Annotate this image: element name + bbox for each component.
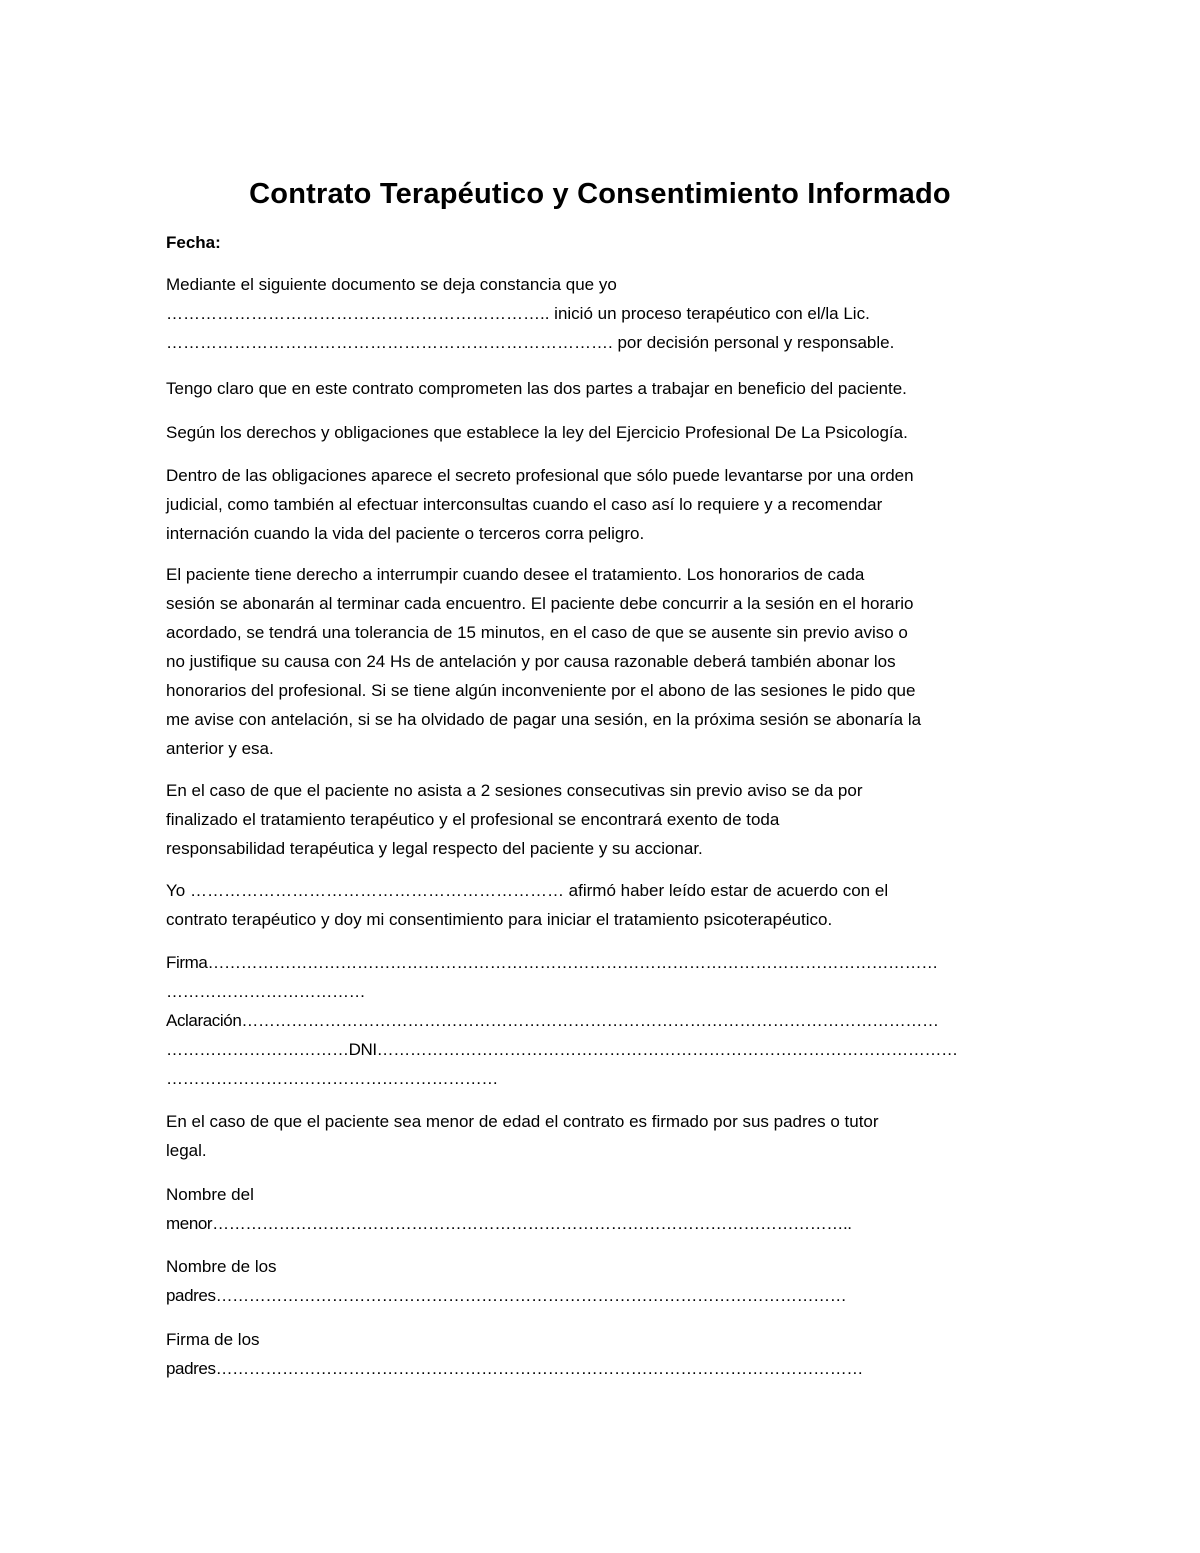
menor-nombre-line: menor…………………………………………………………………………………………………….. <box>166 1214 852 1233</box>
derechos-line-4: no justifique su causa con 24 Hs de antelación y por causa razonable deberá también abonar los <box>166 652 896 671</box>
menor-line-2: legal. <box>166 1141 207 1160</box>
intro-paragraph <box>166 270 1036 357</box>
padres-nombre-label: Nombre de los <box>166 1257 277 1276</box>
ausencias-line-3: responsabilidad terapéutica y legal respecto del paciente y su accionar. <box>166 839 703 858</box>
derechos-line-3: acordado, se tendrá una tolerancia de 15 minutos, en el caso de que se ausente sin previo aviso o <box>166 623 908 642</box>
paragraph-derechos <box>166 560 1036 763</box>
intro-line-3: ……………………………………………………………………. por decisión personal y responsable. <box>166 333 895 352</box>
obligaciones-line-1: Dentro de las obligaciones aparece el secreto profesional que sólo puede levantarse por una orden <box>166 466 914 485</box>
padres-nombre-line: padres…………………………………………………………………………………………………… <box>166 1286 847 1305</box>
menor-line-1: En el caso de que el paciente sea menor de edad el contrato es firmado por sus padres o tutor <box>166 1112 879 1131</box>
ausencias-line-2: finalizado el tratamiento terapéutico y el profesional se encontrará exento de toda <box>166 810 780 829</box>
padres-nombre-field <box>166 1252 1036 1310</box>
fecha-label: Fecha: <box>166 233 221 252</box>
dni-line-continued: …………………………………………………… <box>166 1069 499 1088</box>
document-title: Contrato Terapéutico y Consentimiento Informado <box>249 178 951 210</box>
firma-line-continued: ……………………………… <box>166 982 366 1001</box>
padres-firma-label: Firma de los <box>166 1330 260 1349</box>
derechos-line-6: me avise con antelación, si se ha olvidado de pagar una sesión, en la próxima sesión se abonaría la <box>166 710 922 729</box>
ausencias-line-1: En el caso de que el paciente no asista a 2 sesiones consecutivas sin previo aviso se da por <box>166 781 863 800</box>
dni-line: ……………………………DNI…………………………………………………………………………………………… <box>166 1040 958 1059</box>
paragraph-compromiso: Tengo claro que en este contrato comprometen las dos partes a trabajar en beneficio del paciente. <box>166 379 907 398</box>
signature-section <box>166 948 1036 1093</box>
obligaciones-line-2: judicial, como también al efectuar interconsultas cuando el caso así lo requiere y a recomendar <box>166 495 883 514</box>
derechos-line-5: honorarios del profesional. Si se tiene algún inconveniente por el abono de las sesiones le pido que <box>166 681 916 700</box>
consentimiento-line-1: Yo ………………………………………………………… afirmó haber leído estar de acuerdo con el <box>166 881 889 900</box>
padres-firma-field <box>166 1325 1036 1383</box>
paragraph-menor <box>166 1107 1036 1165</box>
paragraph-ausencias <box>166 776 1036 863</box>
derechos-line-7: anterior y esa. <box>166 739 274 758</box>
paragraph-obligaciones <box>166 461 1036 548</box>
aclaracion-line: Aclaración……………………………………………………………………………………………………………… <box>166 1011 939 1030</box>
firma-line: Firma…………………………………………………………………………………………………………………… <box>166 953 938 972</box>
intro-line-1: Mediante el siguiente documento se deja constancia que yo <box>166 275 617 294</box>
consentimiento-line-2: contrato terapéutico y doy mi consentimiento para iniciar el tratamiento psicoterapéutico. <box>166 910 833 929</box>
padres-firma-line: padres……………………………………………………………………………………………………… <box>166 1359 863 1378</box>
intro-line-2: ………………………………………………………….. inició un proceso terapéutico con el/la Lic. <box>166 304 870 323</box>
paragraph-ley: Según los derechos y obligaciones que establece la ley del Ejercicio Profesional De La Psicología. <box>166 423 908 442</box>
menor-nombre-label: Nombre del <box>166 1185 254 1204</box>
paragraph-consentimiento <box>166 876 1036 934</box>
derechos-line-1: El paciente tiene derecho a interrumpir cuando desee el tratamiento. Los honorarios de cada <box>166 565 865 584</box>
derechos-line-2: sesión se abonarán al terminar cada encuentro. El paciente debe concurrir a la sesión en el horario <box>166 594 914 613</box>
menor-nombre-field <box>166 1180 1036 1238</box>
obligaciones-line-3: internación cuando la vida del paciente o terceros corra peligro. <box>166 524 645 543</box>
